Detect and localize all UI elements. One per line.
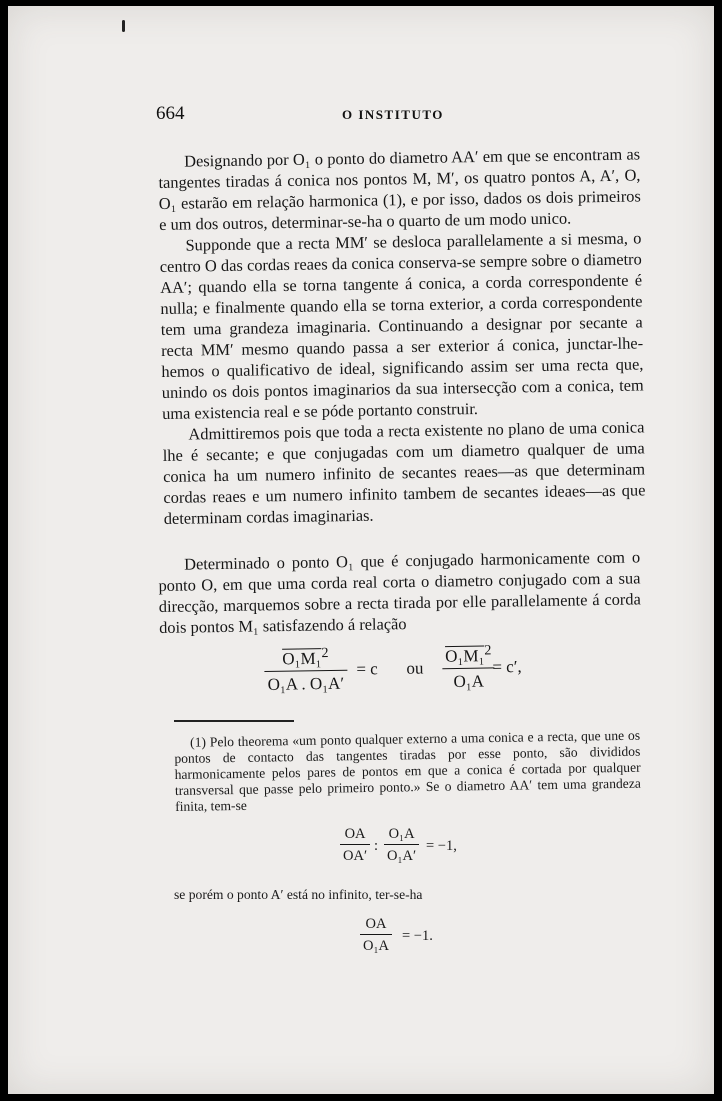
fn-frac-3-num: OA	[360, 916, 392, 935]
fn-frac-2-num: O₁A	[384, 826, 419, 845]
running-title: O INSTITUTO	[342, 107, 444, 122]
left-denominator: O₁A . O₁A′	[267, 673, 345, 694]
fn-frac-3-den: O₁A	[363, 938, 389, 954]
right-fraction	[442, 642, 495, 691]
equals-c: = c	[356, 659, 378, 679]
paragraph-2: Supponde que a recta MM′ se desloca parallelamente a si mesma, o centro O das cordas reaes da conica conserva-se sempre sobre o diametro AA′; quando ella se torna tangente á conica, a corda correspondente é nulla; e finalmente quando ella se torna exterior, a corda correspondente tem uma grandeza imaginaria. Continuando a designar por secante a recta MM′ mesmo quando passa a ser exterior á conica, junctar-lhe-hemos o qualificativo de ideal, significando assim ser uma recta que, unindo os dois pontos imaginarios da sua intersecção com a conica, tem uma existencia real e se póde portanto construir.	[159, 228, 644, 423]
footnote-formula-2	[360, 916, 520, 964]
page-header	[156, 103, 656, 127]
footnote-formula-1	[340, 826, 540, 874]
main-formula	[264, 641, 585, 702]
fn-frac-3	[360, 916, 392, 955]
footnote-text: (1) Pelo theorema «um ponto qualquer externo a uma conica e a recta, que une os pontos de contacto das tangentes tiradas por esse ponto, são divididos harmonicamente pelos pares de pontos em que a conica é cortada por qualquer transversal que passe pelo primeiro ponto.» Se o diametro AA′ tem uma grandeza finita, tem-se	[174, 727, 641, 814]
footnote-rule	[174, 720, 294, 722]
footnote	[174, 728, 641, 815]
right-numerator: O₁M₁$^2$	[442, 642, 495, 668]
paragraph-1: Designando por O₁ o ponto do diametro AA′ em que se encontram as tangentes tiradas á conica nos pontos M, M′, os quatro pontos A, A′, O, O₁ estarão em relação harmonica (1), e por isso, dados os dois primeiros e um dos outros, determinar-se-ha o quarto de um modo unico.	[158, 144, 641, 234]
ink-speck	[122, 20, 125, 32]
paragraph-3: Admittiremos pois que toda a recta existente no plano de uma conica lhe é secante; e que conjugadas com um diametro qualquer de uma conica ha um numero infinito de secantes reaes—as que determinam cordas reaes e um numero infinito tambem de secantes ideaes—as que determinam cordas imaginarias.	[162, 417, 646, 528]
fn-rhs-1: = −1,	[426, 838, 457, 854]
right-denominator: O₁A	[453, 671, 485, 691]
fn-colon: :	[374, 838, 379, 854]
page-number: 664	[156, 103, 185, 124]
body-text-upper	[158, 143, 646, 529]
document-page	[8, 6, 714, 1094]
left-numerator: O₁M₁$^2$	[264, 645, 347, 672]
paragraph-4: Determinado o ponto O₁ que é conjugado harmonicamente com o ponto O, em que uma corda real corta o diametro conjugado com a sua direcção, marquemos sobre a recta tirada por elle parallelamente á corda dois pontos M₁ satisfazendo á relação	[158, 547, 641, 637]
fn-frac-1-den: OA′	[343, 848, 368, 864]
fn-frac-1	[340, 826, 370, 865]
ou-word: ou	[406, 658, 424, 678]
left-fraction	[264, 645, 347, 695]
fn-rhs-2: = −1.	[402, 928, 433, 944]
equals-c-prime: = c′,	[492, 656, 522, 677]
footnote-text-2: se porém o ponto A′ está no infinito, ter-se-ha	[174, 887, 423, 902]
fn-frac-2	[384, 826, 419, 865]
body-text-lower	[158, 546, 641, 638]
fn-frac-1-num: OA	[340, 826, 370, 845]
fn-frac-2-den: O₁A′	[387, 848, 417, 864]
